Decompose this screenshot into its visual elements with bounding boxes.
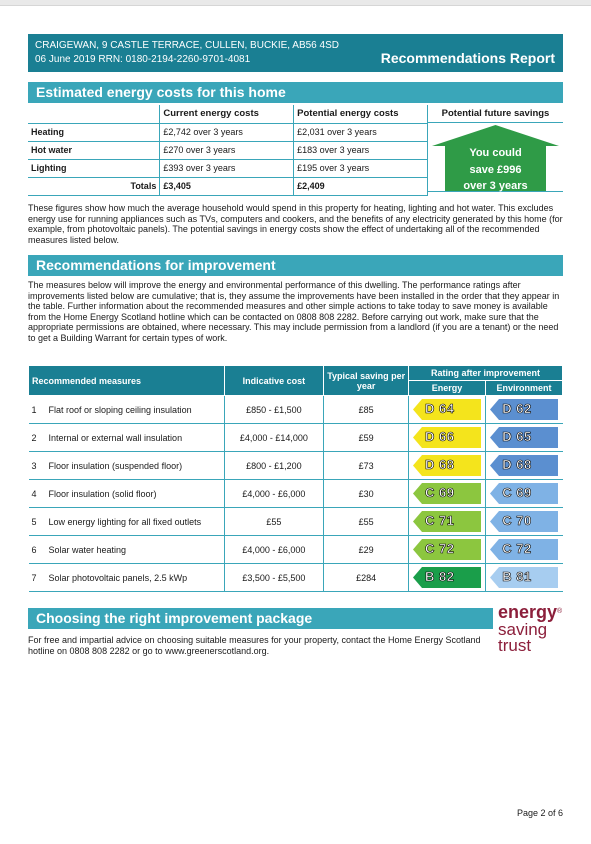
costs-header-blank <box>28 105 160 123</box>
logo-registered-mark: ® <box>557 608 563 615</box>
rating-value: D 66 <box>425 429 455 444</box>
indicative-cost: £3,500 - £5,500 <box>224 564 324 592</box>
logo-line-energy: energy <box>498 602 558 622</box>
indicative-cost: £800 - £1,200 <box>224 452 324 480</box>
potential-cost: £195 over 3 years <box>294 159 428 177</box>
measure-number: 4 <box>31 488 37 499</box>
table-row <box>29 452 563 480</box>
rating-value: C 69 <box>502 485 532 500</box>
rating-value: D 64 <box>425 401 455 416</box>
choosing-section-title: Choosing the right improvement package <box>28 608 493 629</box>
environment-rating-badge <box>490 511 558 532</box>
energy-rating-badge <box>413 455 481 476</box>
col-energy-header: Energy <box>409 381 486 396</box>
measure-cell <box>29 452 225 480</box>
energy-rating-badge <box>413 539 481 560</box>
indicative-cost: £4,000 - £6,000 <box>224 536 324 564</box>
measure-number: 5 <box>31 516 37 527</box>
savings-line-2: save £996 <box>469 164 522 176</box>
col-current-header: Current energy costs <box>160 105 294 123</box>
environment-rating-cell <box>486 480 563 508</box>
environment-rating-badge <box>490 567 558 588</box>
measure-number: 6 <box>31 544 37 555</box>
environment-rating-cell <box>486 396 563 424</box>
recommendations-table <box>28 365 563 592</box>
rating-value: C 72 <box>425 541 455 556</box>
energy-rating-badge <box>413 483 481 504</box>
table-row <box>28 159 428 177</box>
rating-value: D 68 <box>425 457 455 472</box>
energy-rating-badge <box>413 427 481 448</box>
energy-rating-cell <box>409 424 486 452</box>
col-saving-header: Typical saving per year <box>324 366 409 396</box>
rating-value: C 72 <box>502 541 532 556</box>
row-label: Lighting <box>28 159 160 177</box>
costs-header-row <box>28 105 428 123</box>
table-row <box>29 480 563 508</box>
savings-line-1: You could <box>469 147 522 159</box>
measure-number: 2 <box>31 432 37 443</box>
rating-value: C 69 <box>425 485 455 500</box>
col-cost-header: Indicative cost <box>224 366 324 396</box>
rating-value: B 81 <box>502 569 532 584</box>
col-rating-header: Rating after improvement <box>409 366 563 381</box>
page-top-edge <box>0 0 591 6</box>
table-row <box>29 564 563 592</box>
recommendations-section-title: Recommendations for improvement <box>28 255 563 276</box>
rating-value: D 65 <box>502 429 532 444</box>
environment-rating-cell <box>486 508 563 536</box>
costs-explanation: These figures show how much the average household would spend in this property for heating, lighting and hot water. This excludes energy use for running appliances such as TVs, computers and cookers, and the benefits of any electricity generated by this home (for example, from photovoltaic panels). The potential savings in energy costs show the effect of undertaking all of the recommended measures listed below. <box>28 203 563 245</box>
measure-name: Floor insulation (suspended floor) <box>48 460 183 471</box>
rating-value: D 68 <box>502 457 532 472</box>
table-row <box>29 508 563 536</box>
table-row <box>29 536 563 564</box>
energy-rating-cell <box>409 480 486 508</box>
energy-rating-badge <box>413 399 481 420</box>
environment-rating-badge <box>490 483 558 504</box>
measure-name: Flat roof or sloping ceiling insulation <box>48 404 192 415</box>
rating-value: C 71 <box>425 513 455 528</box>
energy-rating-badge <box>413 511 481 532</box>
logo-line-trust: trust <box>498 636 532 655</box>
future-savings-panel <box>428 105 563 192</box>
current-cost: £270 over 3 years <box>160 141 294 159</box>
potential-cost: £2,031 over 3 years <box>294 123 428 141</box>
savings-line-3: over 3 years <box>463 180 528 192</box>
col-potential-header: Potential energy costs <box>294 105 428 123</box>
environment-rating-badge <box>490 427 558 448</box>
environment-rating-cell <box>486 536 563 564</box>
header-address-block <box>35 39 339 67</box>
current-cost: £2,742 over 3 years <box>160 123 294 141</box>
indicative-cost: £4,000 - £14,000 <box>224 424 324 452</box>
measure-cell <box>29 536 225 564</box>
page-number: Page 2 of 6 <box>516 808 563 818</box>
measure-name: Low energy lighting for all fixed outlets <box>48 516 202 527</box>
recs-header-row <box>29 366 563 381</box>
energy-rating-cell <box>409 536 486 564</box>
typical-saving: £30 <box>324 480 409 508</box>
typical-saving: £59 <box>324 424 409 452</box>
table-row <box>28 123 428 141</box>
table-row <box>29 396 563 424</box>
energy-rating-cell <box>409 508 486 536</box>
environment-rating-cell <box>486 424 563 452</box>
environment-rating-badge <box>490 399 558 420</box>
typical-saving: £29 <box>324 536 409 564</box>
report-header <box>28 34 563 72</box>
totals-current: £3,405 <box>160 177 294 195</box>
totals-label: Totals <box>28 177 160 195</box>
table-row <box>29 424 563 452</box>
costs-section-title: Estimated energy costs for this home <box>28 82 563 103</box>
energy-rating-badge <box>413 567 481 588</box>
measure-cell <box>29 480 225 508</box>
environment-rating-cell <box>486 452 563 480</box>
table-row <box>28 141 428 159</box>
rating-value: B 82 <box>425 569 455 584</box>
measure-cell <box>29 508 225 536</box>
energy-saving-trust-logo <box>498 604 568 654</box>
measure-name: Internal or external wall insulation <box>48 432 183 443</box>
indicative-cost: £55 <box>224 508 324 536</box>
environment-rating-cell <box>486 564 563 592</box>
future-savings-header: Potential future savings <box>428 105 563 123</box>
environment-rating-badge <box>490 455 558 476</box>
property-address: CRAIGEWAN, 9 CASTLE TERRACE, CULLEN, BUCKIE, AB56 4SD <box>35 40 339 51</box>
measure-name: Solar water heating <box>48 544 127 555</box>
measure-cell <box>29 424 225 452</box>
row-label: Hot water <box>28 141 160 159</box>
rating-value: C 70 <box>502 513 532 528</box>
report-title: Recommendations Report <box>380 50 555 66</box>
col-measures-header: Recommended measures <box>29 366 225 396</box>
energy-rating-cell <box>409 396 486 424</box>
measure-cell <box>29 564 225 592</box>
typical-saving: £55 <box>324 508 409 536</box>
measure-number: 1 <box>31 404 37 415</box>
choosing-text: For free and impartial advice on choosing suitable measures for your property, contact the Home Energy Scotland hotline on 0808 808 2282 or go to www.greenerscotland.org. <box>28 635 481 656</box>
logo-line-saving: saving <box>498 620 548 639</box>
rating-value: D 62 <box>502 401 532 416</box>
measure-cell <box>29 396 225 424</box>
indicative-cost: £4,000 - £6,000 <box>224 480 324 508</box>
row-label: Heating <box>28 123 160 141</box>
potential-cost: £183 over 3 years <box>294 141 428 159</box>
typical-saving: £284 <box>324 564 409 592</box>
measure-name: Solar photovoltaic panels, 2.5 kWp <box>48 572 188 583</box>
indicative-cost: £850 - £1,500 <box>224 396 324 424</box>
date-rrn: 06 June 2019 RRN: 0180-2194-2260-9701-4081 <box>35 54 251 65</box>
measure-number: 3 <box>31 460 37 471</box>
energy-rating-cell <box>409 452 486 480</box>
typical-saving: £85 <box>324 396 409 424</box>
totals-potential: £2,409 <box>294 177 428 195</box>
environment-rating-badge <box>490 539 558 560</box>
energy-rating-cell <box>409 564 486 592</box>
col-environment-header: Environment <box>486 381 563 396</box>
current-cost: £393 over 3 years <box>160 159 294 177</box>
totals-row <box>28 177 428 195</box>
energy-costs-table <box>28 105 428 196</box>
typical-saving: £73 <box>324 452 409 480</box>
recommendations-intro: The measures below will improve the energy and environmental performance of this dwelling. The performance ratings after improvements listed below are cumulative; that is, they assume the improvements have been installed in the order that they appear in the table. Further information about the recommended measures and other simple actions to take today to save money is available from the Home Energy Scotland hotline which can be contacted on 0808 808 2282. Before carrying out work, make sure that the appropriate permissions are obtained, where necessary. This may include permission from a landlord (if you are a tenant) or the need to get a Building Warrant for certain types of work. <box>28 280 560 343</box>
measure-name: Floor insulation (solid floor) <box>48 488 157 499</box>
measure-number: 7 <box>31 572 37 583</box>
